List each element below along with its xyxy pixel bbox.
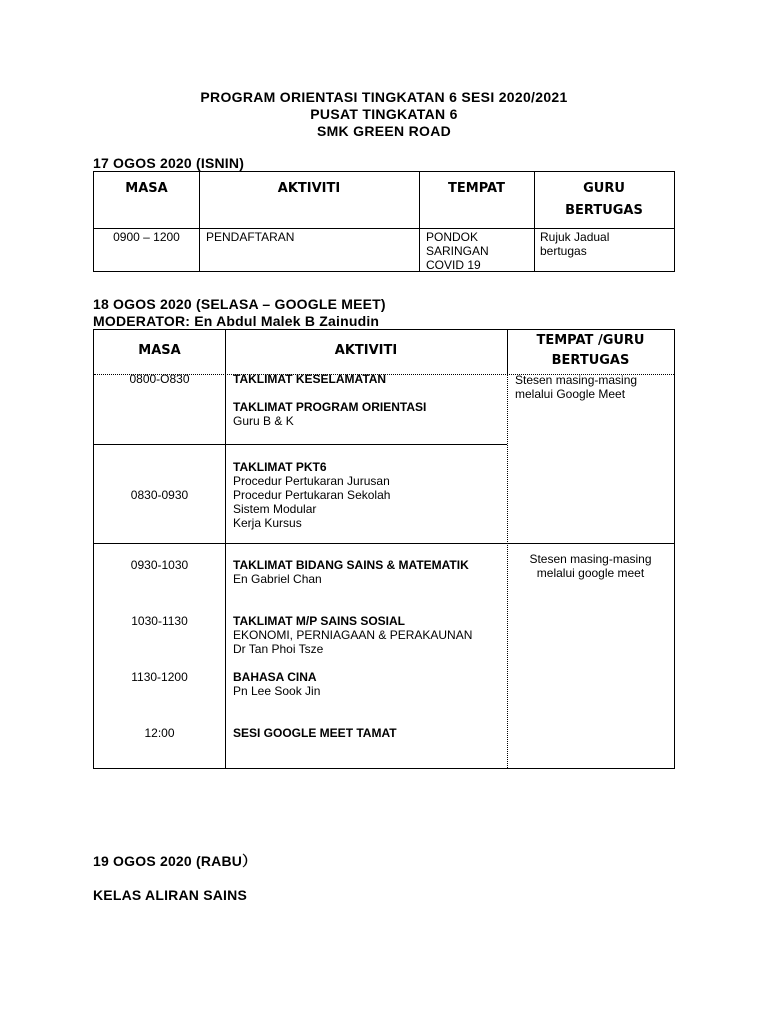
cell-masa: 0830-0930 — [130, 488, 189, 502]
cell-aktiviti-detail: Procedur Pertukaran Sekolah — [233, 488, 391, 502]
cell-guru-line1: Rujuk Jadual — [540, 230, 610, 244]
cell-masa: 1030-1130 — [131, 614, 188, 628]
header-tempat-guru: TEMPAT /GURU — [536, 333, 645, 348]
day2-moderator: MODERATOR: En Abdul Malek B Zainudin — [93, 313, 380, 329]
cell-aktiviti-detail: Guru B & K — [233, 414, 294, 428]
header-masa: MASA — [125, 181, 168, 196]
header-bertugas: BERTUGAS — [551, 353, 630, 368]
cell-tempat-line3: COVID 19 — [426, 258, 481, 272]
cell-masa: 0900 – 1200 — [113, 230, 180, 244]
cell-masa: 0800-O830 — [129, 372, 190, 386]
header-aktiviti: AKTIVITI — [277, 181, 341, 196]
cell-aktiviti-detail: Pn Lee Sook Jin — [233, 684, 321, 698]
cell-aktiviti-title: TAKLIMAT PROGRAM ORIENTASI — [233, 400, 427, 414]
cell-aktiviti-title: TAKLIMAT PKT6 — [233, 460, 327, 474]
day1-table — [93, 171, 675, 272]
document-subtitle: PUSAT TINGKATAN 6 — [310, 106, 458, 122]
document-title: PROGRAM ORIENTASI TINGKATAN 6 SESI 2020/2021 — [200, 89, 568, 105]
school-name: SMK GREEN ROAD — [316, 123, 452, 139]
day3-heading: 19 OGOS 2020 (RABU） — [93, 853, 257, 869]
cell-aktiviti: PENDAFTARAN — [206, 230, 295, 244]
header-masa: MASA — [138, 343, 181, 358]
cell-aktiviti-detail: Kerja Kursus — [233, 516, 302, 530]
cell-aktiviti-detail: EKONOMI, PERNIAGAAN & PERAKAUNAN — [233, 628, 473, 642]
header-tempat: TEMPAT — [448, 181, 505, 196]
cell-tempat-line1: Stesen masing-masing — [529, 552, 652, 566]
cell-tempat-line2: SARINGAN — [426, 244, 489, 258]
cell-aktiviti-detail: Dr Tan Phoi Tsze — [233, 642, 324, 656]
header-bertugas: BERTUGAS — [565, 203, 643, 218]
header-guru: GURU — [583, 181, 625, 196]
cell-tempat-line2: melalui Google Meet — [515, 387, 626, 401]
cell-aktiviti-title: TAKLIMAT M/P SAINS SOSIAL — [233, 614, 406, 628]
day1-heading: 17 OGOS 2020 (ISNIN) — [93, 155, 245, 171]
cell-aktiviti-title: TAKLIMAT BIDANG SAINS & MATEMATIK — [233, 558, 469, 572]
day3-subheading: KELAS ALIRAN SAINS — [93, 887, 247, 903]
cell-aktiviti-title: TAKLIMAT KESELAMATAN — [233, 372, 387, 386]
cell-aktiviti-detail: Procedur Pertukaran Jurusan — [233, 474, 390, 488]
header-aktiviti: AKTIVITI — [334, 343, 398, 358]
cell-guru-line2: bertugas — [540, 244, 587, 258]
cell-masa: 1130-1200 — [131, 670, 188, 684]
day2-table — [93, 329, 675, 769]
cell-aktiviti-detail: En Gabriel Chan — [233, 572, 322, 586]
cell-masa: 12:00 — [144, 726, 175, 740]
cell-aktiviti-detail: Sistem Modular — [233, 502, 317, 516]
cell-tempat-line2: melalui google meet — [536, 566, 645, 580]
cell-tempat-line1: Stesen masing-masing — [515, 373, 638, 387]
day2-heading: 18 OGOS 2020 (SELASA – GOOGLE MEET) — [93, 296, 386, 312]
cell-aktiviti-title: SESI GOOGLE MEET TAMAT — [233, 726, 397, 740]
cell-masa: 0930-1030 — [130, 558, 189, 572]
cell-tempat-line1: PONDOK — [426, 230, 479, 244]
cell-aktiviti-title: BAHASA CINA — [233, 670, 317, 684]
